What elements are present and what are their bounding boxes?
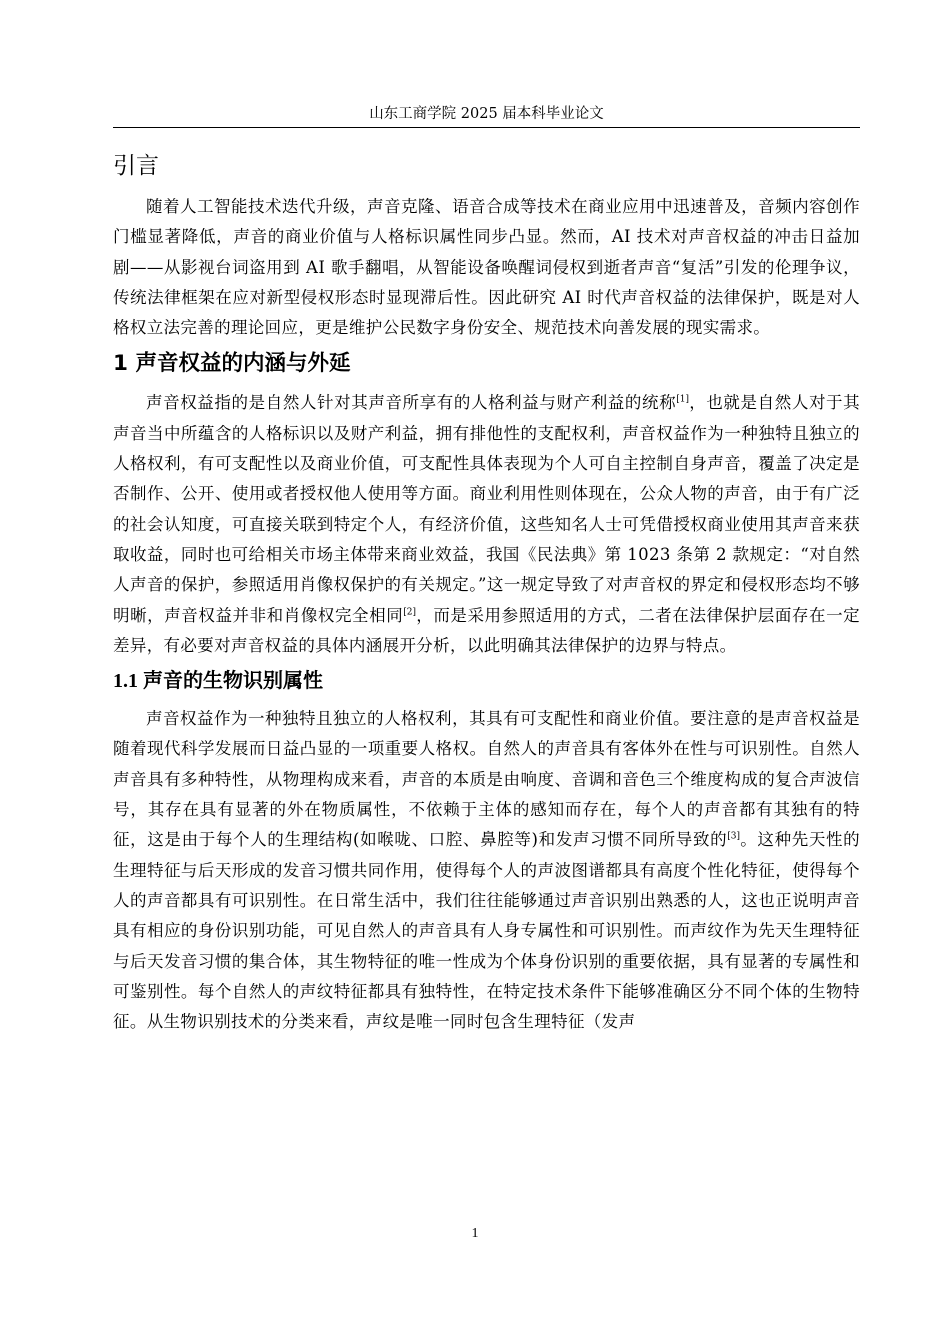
section-1-1-paragraph <box>113 704 860 1037</box>
body-content <box>113 150 860 1043</box>
heading-section-1: 1 声音权益的内涵与外延 <box>113 351 351 377</box>
heading-section-1-1: 1.1 声音的生物识别属性 <box>113 670 323 693</box>
intro-paragraph: 随着人工智能技术迭代升级，声音克隆、语音合成等技术在商业应用中迅速普及，音频内容创作门槛显著降低，声音的商业价值与人格标识属性同步凸显。然而，AI 技术对声音权益的冲击日益加剧——从影视台词盗用到 AI 歌手翻唱，从智能设备唤醒词侵权到逝者声音“复活”引发的伦理争议，传统法律框架在应对新型侵权形态时显现滞后性。因此研究 AI 时代声音权益的法律保护，既是对人格权立法完善的理论回应，更是维护公民数字身份安全、规范技术向善发展的现实需求。 <box>113 197 860 338</box>
header-rule <box>113 127 860 128</box>
citation-1[interactable]: [1] <box>676 394 689 405</box>
citation-2[interactable]: [2] <box>403 607 417 618</box>
section-1-1-text-part-2: 。这种先天性的生理特征与后天形成的发音习惯共同作用，使得每个人的声波图谱都具有高度个性化特征，使得每个人的声音都具有可识别性。在日常生活中，我们往往能够通过声音识别出熟悉的人，这也正说明声音具有相应的身份识别功能，可见自然人的声音具有人身专属性和可识别性。而声纹作为先天生理特征与后天发音习惯的集合体，其生物特征的唯一性成为个体身份识别的重要依据，具有显著的专属性和可鉴别性。每个自然人的声纹特征都具有独特性，在特定技术条件下能够准确区分不同个体的生物特征。从生物识别技术的分类来看，声纹是唯一同时包含生理特征（发声 <box>113 830 860 1032</box>
page-number: 1 <box>471 1226 479 1241</box>
running-header: 山东工商学院 2025 届本科毕业论文 <box>369 106 604 122</box>
section-1-text-part-2: ，也就是自然人对于其声音当中所蕴含的人格标识以及财产利益，拥有排他性的支配权利，声音权益作为一种独特且独立的人格权利，有可支配性以及商业价值，可支配性具体表现为个人可自主控制自身声音，覆盖了决定是否制作、公开、使用或者授权他人使用等方面。商业利用性则体现在，公众人物的声音，由于有广泛的社会认知度，可直接关联到特定个人，有经济价值，这些知名人士可凭借授权商业使用其声音来获取收益，同时也可给相关市场主体带来商业效益，我国《民法典》第 1023 条第 2 款规定：“对自然人声音的保护，参照适用肖像权保护的有关规定。”这一规定导致了对声音权的界定和侵权形态均不够明晰，声音权益并非和肖像权完全相同 <box>113 393 861 625</box>
citation-3[interactable]: [3] <box>727 831 740 842</box>
section-1-text-part-1: 声音权益指的是自然人针对其声音所享有的人格利益与财产利益的统称 <box>146 393 677 413</box>
section-1-text-part-3: ，而是采用参照适用的方式，二者在法律保护层面存在一定差异，有必要对声音权益的具体内涵展开分析，以此明确其法律保护的边界与特点。 <box>113 605 860 655</box>
section-1-paragraph <box>113 388 860 661</box>
section-1-1-text-part-1: 声音权益作为一种独特且独立的人格权利，其具有可支配性和商业价值。要注意的是声音权益是随着现代科学发展而日益凸显的一项重要人格权。自然人的声音具有客体外在性与可识别性。自然人声音具有多种特性，从物理构成来看，声音的本质是由响度、音调和音色三个维度构成的复合声波信号，其存在具有显著的外在物质属性，不依赖于主体的感知而存在，每个人的声音都有其独有的特征，这是由于每个人的生理结构(如喉咙、口腔、鼻腔等)和发声习惯不同所导致的 <box>113 709 860 850</box>
heading-introduction: 引言 <box>113 153 159 179</box>
